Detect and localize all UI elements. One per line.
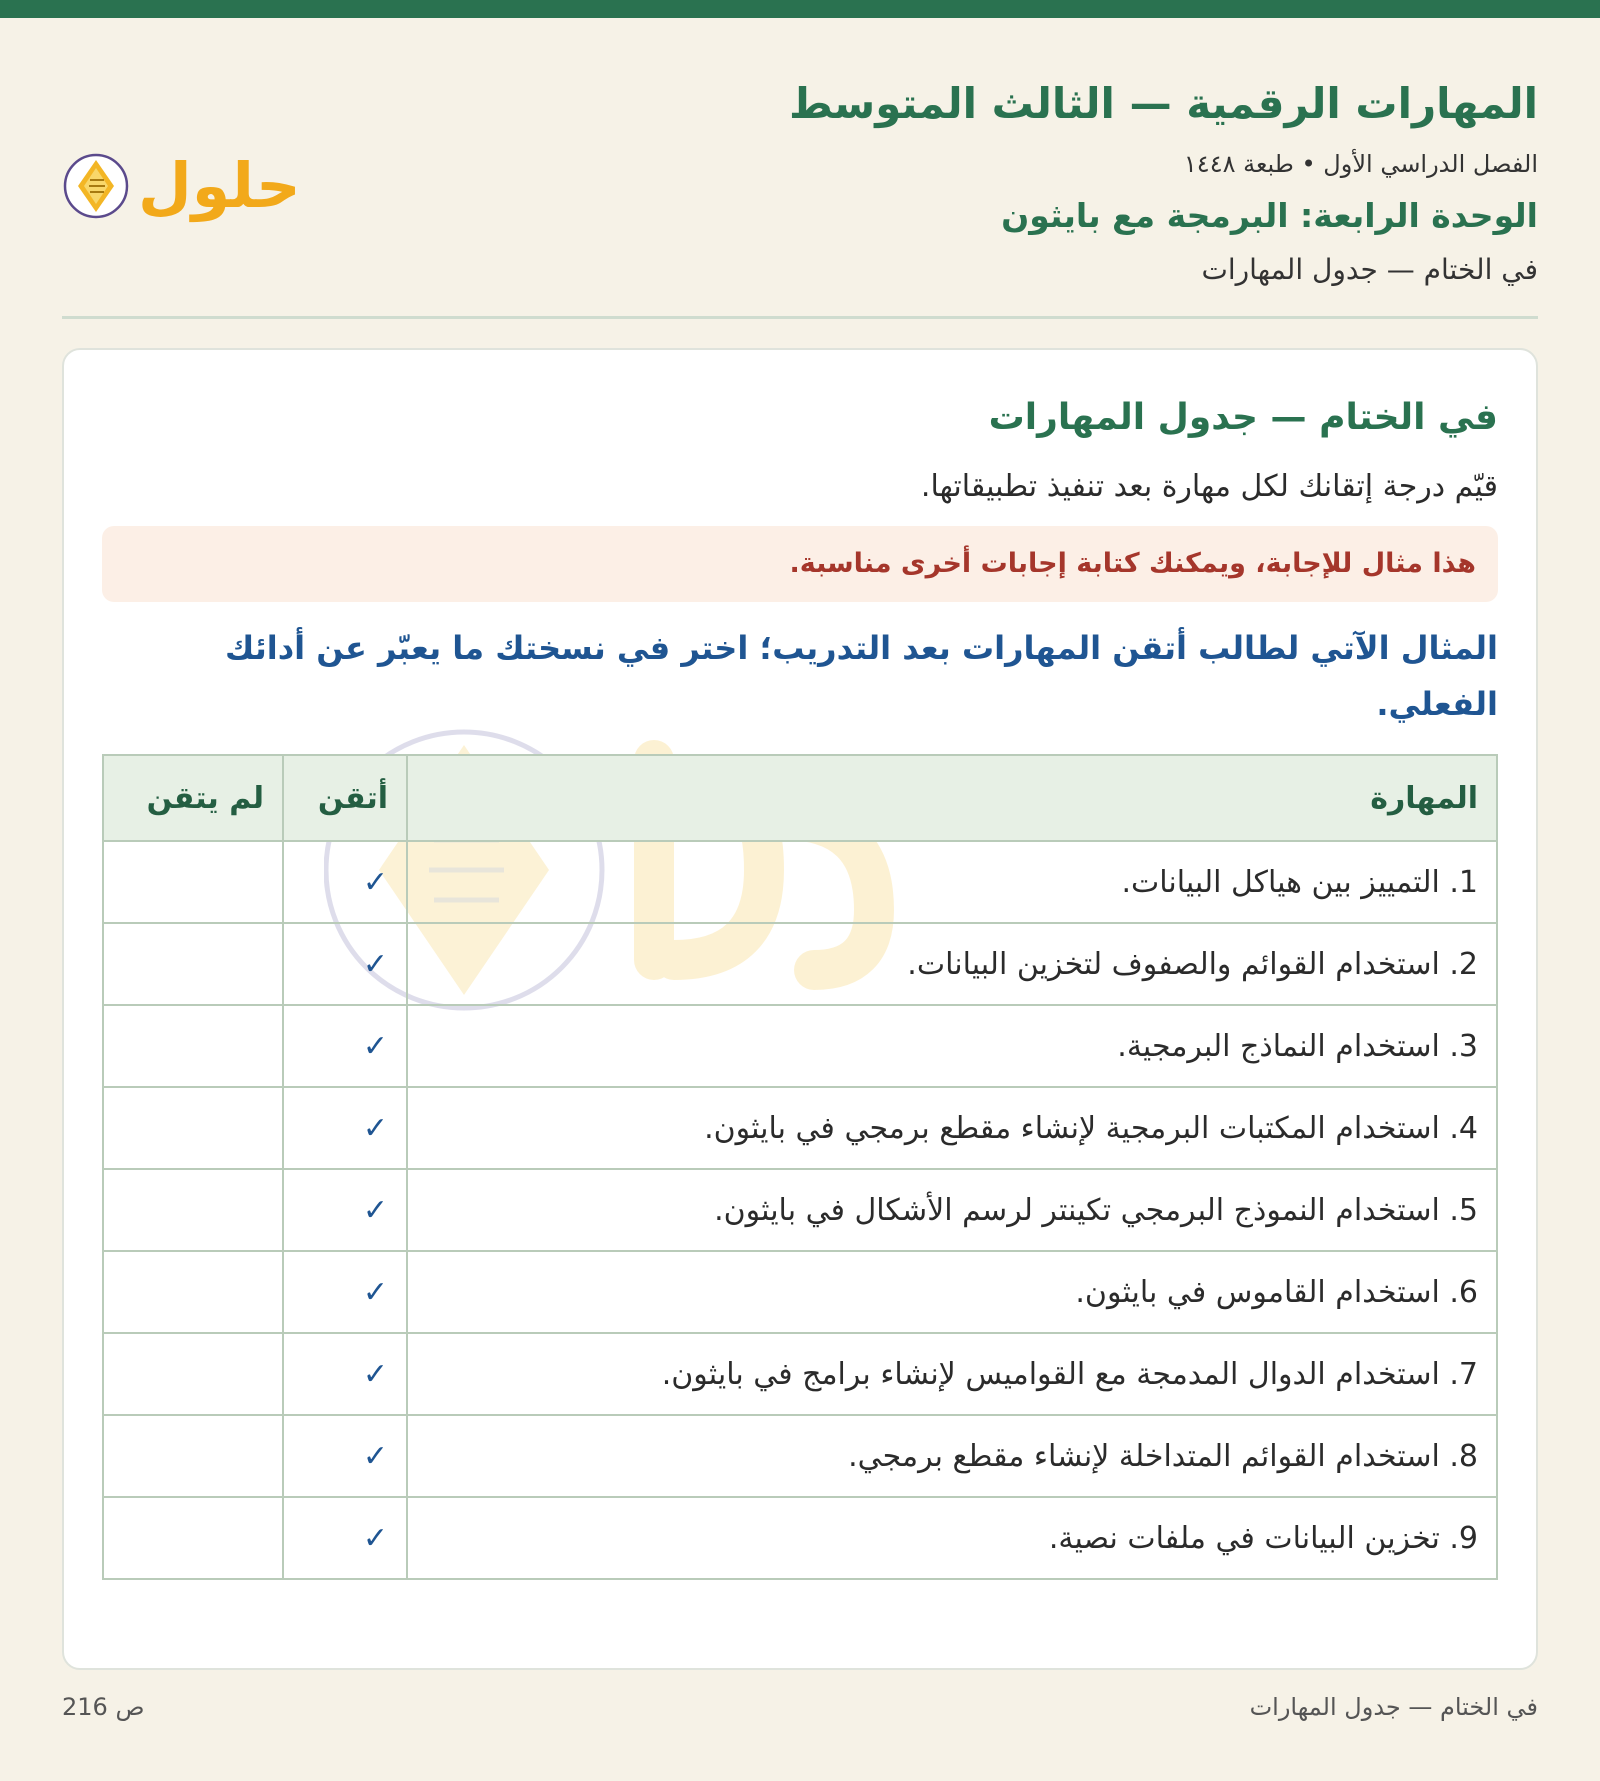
book-meta: الفصل الدراسي الأول • طبعة ١٤٤٨ xyxy=(1183,150,1538,178)
table-header-row xyxy=(103,755,1497,841)
skill-cell: 8. استخدام القوائم المتداخلة لإنشاء مقطع برمجي. xyxy=(407,1415,1497,1497)
header-mastered: أتقن xyxy=(283,755,407,841)
skill-cell: 4. استخدام المكتبات البرمجية لإنشاء مقطع برمجي في بايثون. xyxy=(407,1087,1497,1169)
book-title: المهارات الرقمية — الثالث المتوسط xyxy=(788,79,1538,128)
card-body xyxy=(102,390,1498,1580)
header-divider xyxy=(62,316,1538,319)
mastered-check-icon: ✓ xyxy=(283,1251,407,1333)
example-text: المثال الآتي لطالب أتقن المهارات بعد التدريب؛ اختر في نسختك ما يعبّر عن أدائك الفعلي. xyxy=(224,629,1498,723)
table-row xyxy=(103,841,1497,923)
not-mastered-cell xyxy=(103,1251,283,1333)
lesson-title: في الختام — جدول المهارات xyxy=(1201,253,1538,286)
skill-cell: 7. استخدام الدوال المدمجة مع القواميس لإنشاء برامج في بايثون. xyxy=(407,1333,1497,1415)
skill-cell: 2. استخدام القوائم والصفوف لتخزين البيانات. xyxy=(407,923,1497,1005)
skills-table xyxy=(102,754,1498,1580)
header-not-mastered: لم يتقن xyxy=(103,755,283,841)
mastered-check-icon: ✓ xyxy=(283,1169,407,1251)
mastered-check-icon: ✓ xyxy=(283,1333,407,1415)
not-mastered-cell xyxy=(103,1333,283,1415)
hulul-logo xyxy=(62,140,301,230)
not-mastered-cell xyxy=(103,1497,283,1579)
unit-title: الوحدة الرابعة: البرمجة مع بايثون xyxy=(1001,196,1538,235)
skill-cell: 3. استخدام النماذج البرمجية. xyxy=(407,1005,1497,1087)
skill-cell: 6. استخدام القاموس في بايثون. xyxy=(407,1251,1497,1333)
skill-cell: 1. التمييز بين هياكل البيانات. xyxy=(407,841,1497,923)
not-mastered-cell xyxy=(103,841,283,923)
answer-note: هذا مثال للإجابة، ويمكنك كتابة إجابات أخرى مناسبة. xyxy=(102,526,1498,602)
not-mastered-cell xyxy=(103,923,283,1005)
table-row xyxy=(103,1333,1497,1415)
table-row xyxy=(103,1251,1497,1333)
table-row xyxy=(103,1005,1497,1087)
skill-cell: 9. تخزين البيانات في ملفات نصية. xyxy=(407,1497,1497,1579)
skill-cell: 5. استخدام النموذج البرمجي تكينتر لرسم الأشكال في بايثون. xyxy=(407,1169,1497,1251)
mastered-check-icon: ✓ xyxy=(283,1087,407,1169)
footer-lesson: في الختام — جدول المهارات xyxy=(1249,1693,1538,1721)
instruction-text: قيّم درجة إتقانك لكل مهارة بعد تنفيذ تطبيقاتها. xyxy=(920,469,1498,504)
section-title: في الختام — جدول المهارات xyxy=(988,397,1498,438)
page-footer xyxy=(62,1693,1538,1729)
mastered-check-icon: ✓ xyxy=(283,1415,407,1497)
top-accent-bar xyxy=(0,0,1600,18)
table-row xyxy=(103,1415,1497,1497)
content-card xyxy=(62,348,1538,1670)
mastered-check-icon: ✓ xyxy=(283,1005,407,1087)
not-mastered-cell xyxy=(103,1169,283,1251)
table-row xyxy=(103,923,1497,1005)
table-row xyxy=(103,1169,1497,1251)
page-number: ص 216 xyxy=(62,1693,145,1721)
header-skill: المهارة xyxy=(407,755,1497,841)
table-row xyxy=(103,1087,1497,1169)
mastered-check-icon: ✓ xyxy=(283,841,407,923)
mastered-check-icon: ✓ xyxy=(283,1497,407,1579)
page-header xyxy=(62,72,1538,286)
not-mastered-cell xyxy=(103,1087,283,1169)
not-mastered-cell xyxy=(103,1415,283,1497)
header-text xyxy=(789,72,1538,292)
not-mastered-cell xyxy=(103,1005,283,1087)
table-row xyxy=(103,1497,1497,1579)
mastered-check-icon: ✓ xyxy=(283,923,407,1005)
logo-wordmark: حلول xyxy=(138,149,301,222)
